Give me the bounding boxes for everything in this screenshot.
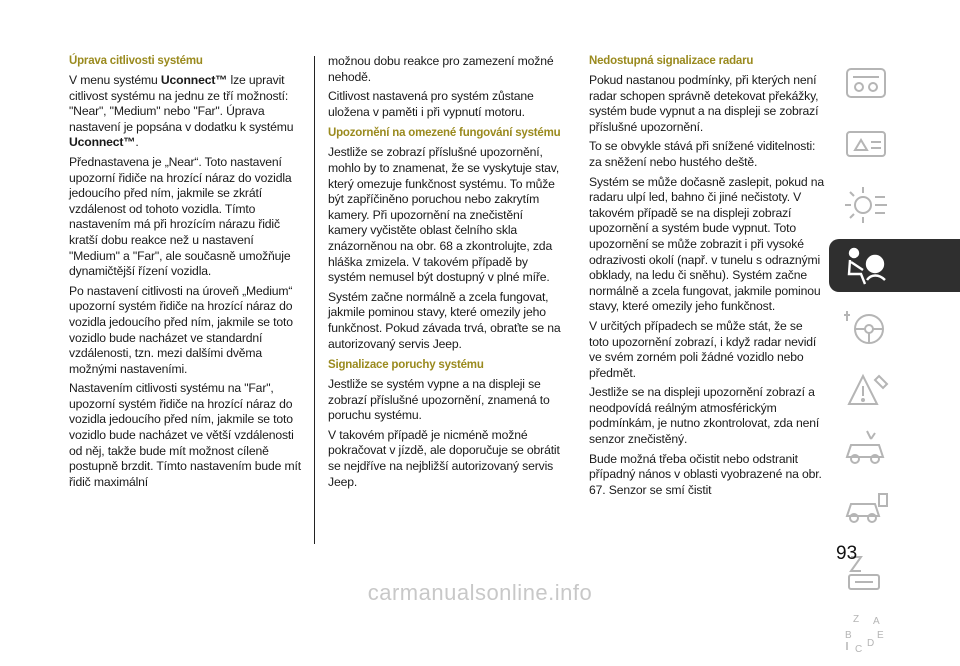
tab-emergency[interactable] [829, 361, 960, 414]
section-heading: Upozornění na omezené fungování systému [328, 127, 561, 140]
paragraph: V určitých případech se může stát, že se toto upozornění zobrazí, i když radar nevidí ve svém zorném poli žádné vozidlo nebo předmět. [589, 318, 817, 380]
car-dashboard-icon [841, 61, 891, 105]
svg-text:D: D [867, 638, 875, 649]
svg-text:A: A [873, 616, 880, 627]
paragraph: Jestliže se na displeji upozornění zobrazí a neodpovídá reálným atmosférickým podmínkám, je nutno zkontrolovat, zda není senzor znečistěný. [589, 385, 820, 447]
paragraph: Bude možná třeba očistit nebo odstranit případný nános v oblasti vyobrazené na obr. 67. Senzor se smí čistit [589, 451, 822, 497]
text-column-3 [589, 54, 825, 502]
watermark: carmanualsonline.info [367, 580, 593, 605]
svg-text:E: E [877, 630, 884, 641]
paragraph [69, 73, 301, 151]
tab-lights[interactable] [829, 178, 960, 231]
paragraph: Systém se může dočasně zaslepit, pokud na radaru ulpí led, bahno či jiné nečistoty. V takovém případě se na displeji zobrazí upozornění a systém bude vypnut. Toto upozornění se může zobrazit i při vysoké odrazivosti okolí (např. v tunelu s odraznými obklady, na ledu či sněhu). Systém začne normálně a zcela fungovat, jakmile pominou stavy, které omezily jeho funkčnost. [589, 174, 825, 314]
lights-icon [841, 183, 891, 227]
paragraph-text: lze upravit citlivost systému na jednu ze tří možností: "Near", "Medium" nebo "Far". Úprava nastavení je popsána v dodatku k systému [69, 73, 294, 134]
text-column-2 [328, 54, 562, 494]
brand-name: Uconnect™ [69, 135, 136, 150]
text-column-1 [69, 54, 301, 494]
chapter-sidebar [829, 56, 960, 666]
paragraph: Pokud nastanou podmínky, při kterých není radar schopen správně detekovat překážky, systém bude vypnut a na displeji se zobrazí příslušné upozornění. [589, 73, 819, 134]
paragraph: Jestliže se zobrazí příslušné upozornění, mohlo by to znamenat, že se vyskytuje stav, který omezuje funkčnost systému. To může být zapříčiněno poruchou nebo zakrytím kamery. Při upozornění na znečistění kamery vyčistěte oblast čelního skla znázorněnou na obr. 68 a zkontrolujte, zda hláška zmizela. V takovém případě by systém nemusel být dostupný v plné míře. [328, 145, 560, 285]
tab-driving[interactable] [829, 300, 960, 353]
paragraph-text: V menu systému [69, 73, 161, 87]
index-letters-icon [841, 610, 891, 654]
paragraph: Po nastavení citlivosti na úroveň „Medium“ upozorní systém řidiče na hrozící náraz do vozidla jedoucího před ním, jakmile se toto vozidlo bude nacházet ve standardní vzdálenosti, tzn. mezi dalšími dvěma možnými nastaveními. [69, 283, 293, 376]
svg-text:C: C [855, 644, 863, 654]
paragraph: možnou dobu reakce pro zamezení možné nehodě. [328, 54, 554, 84]
svg-text:Z: Z [853, 614, 860, 625]
section-heading: Úprava citlivosti systému [69, 55, 203, 67]
paragraph: Přednastavena je „Near“. Toto nastavení upozorní řidiče na hrozící náraz do vozidla jedoucího před ním, jakmile se zkrátí vzdálenost od tohoto vozidla. Tímto nastavením má při hrozícím nárazu řidič kratší dobu reakce než u nastavení "Medium" a "Far", ale současně umožňuje dynamičtější řízení vozidla. [69, 154, 292, 279]
seat-airbag-icon [841, 244, 891, 288]
paragraph: V takovém případě je nicméně možné pokračovat v jízdě, ale doporučuje se obrátit se nejdříve na nejbližší autorizovaný servis Jeep. [328, 427, 560, 489]
car-specs-icon [841, 488, 891, 532]
car-service-icon [841, 427, 891, 471]
paragraph: Nastavením citlivosti systému na "Far", upozorní systém řidiče na hrozící náraz do vozidla jedoucího před ním, jakmile se toto vozidlo bude nacházet ve větší vzdálenosti od něj, takže bude mít možnost cíleně postupně brzdit. Tímto nastavením bude mít řidič maximální [69, 381, 301, 489]
paragraph: To se obvykle stává při snížené viditelnosti: za sněžení nebo hustého deště. [589, 139, 816, 169]
tab-warnings[interactable] [829, 117, 960, 170]
column-divider [314, 56, 315, 544]
tab-safety[interactable] [829, 239, 960, 292]
tab-index[interactable] [829, 605, 960, 658]
car-warning-icon [841, 122, 891, 166]
tab-dashboard[interactable] [829, 56, 960, 109]
paragraph: Jestliže se systém vypne a na displeji se zobrazí příslušné upozornění, znamená to poruchu systému. [328, 377, 550, 423]
paragraph: Citlivost nastavená pro systém zůstane uložena v paměti i při vypnutí motoru. [328, 89, 534, 119]
tab-maintenance[interactable] [829, 422, 960, 475]
section-heading: Signalizace poruchy systému [328, 359, 484, 372]
section-heading: Nedostupná signalizace radaru [589, 55, 754, 67]
paragraph-text: . [135, 135, 139, 150]
tab-technical[interactable] [829, 483, 960, 536]
page-number: 93 [836, 543, 858, 564]
brand-name: Uconnect™ [160, 73, 228, 87]
warning-triangle-icon [841, 366, 891, 410]
svg-text:B: B [845, 630, 852, 641]
steering-wheel-icon [841, 305, 891, 349]
paragraph: Systém začne normálně a zcela fungovat, jakmile pominou stavy, které omezily jeho funkčnost. Pokud závada trvá, obraťte se na autorizovaný servis Jeep. [328, 289, 561, 351]
